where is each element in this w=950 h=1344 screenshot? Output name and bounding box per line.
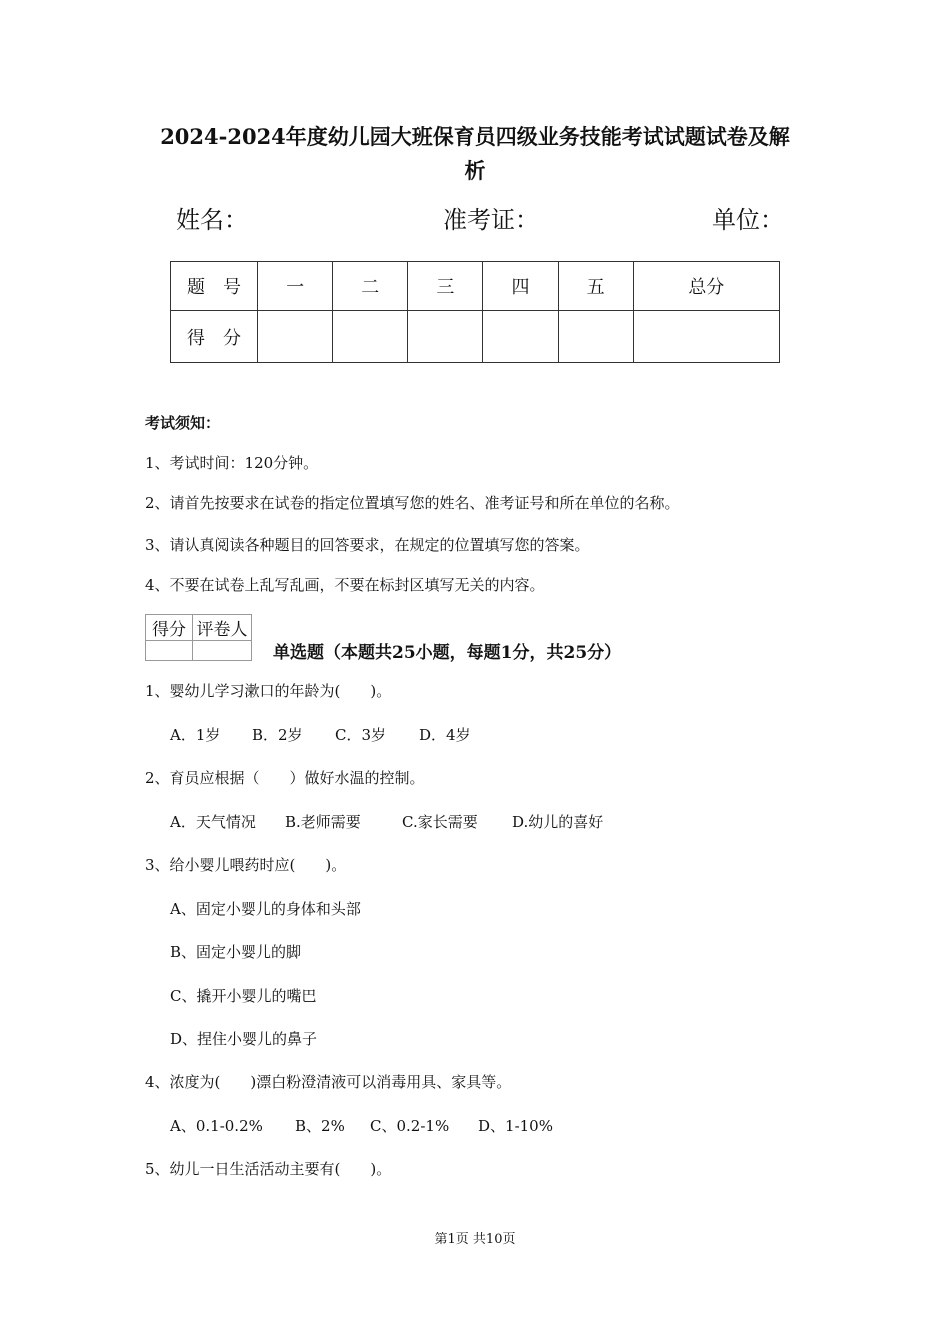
notice-item: 1、考试时间：120分钟。 — [145, 454, 319, 472]
score-table-header-cell: 二 — [333, 262, 408, 311]
question-options — [170, 811, 603, 832]
score-table — [170, 261, 780, 363]
notice-item: 3、请认真阅读各种题目的回答要求，在规定的位置填写您的答案。 — [145, 536, 590, 554]
score-table-header-cell: 一 — [258, 262, 333, 311]
score-cell — [333, 311, 408, 363]
option: C、撬开小婴儿的嘴巴 — [170, 987, 317, 1005]
exam-title — [140, 120, 810, 188]
score-table-score-row — [171, 311, 780, 363]
grader-score-label: 得分 — [146, 615, 193, 641]
option: D.幼儿的喜好 — [512, 813, 604, 831]
option: C.家长需要 — [402, 813, 478, 831]
exam-id-label: 准考证： — [443, 206, 539, 234]
exam-title-line1: 2024-2024年度幼儿园大班保育员四级业务技能考试试题试卷及解 — [160, 124, 790, 149]
score-row-label: 得 分 — [171, 311, 258, 363]
page-footer: 第1页 共10页 — [434, 1232, 516, 1247]
option: B、2% — [295, 1117, 345, 1135]
question-stem: 2、育员应根据（ ）做好水温的控制。 — [145, 769, 425, 787]
question-stem: 3、给小婴儿喂药时应( )。 — [145, 856, 347, 874]
unit-label: 单位： — [712, 206, 784, 234]
name-label: 姓名： — [176, 206, 248, 234]
question-stem: 4、浓度为( )漂白粉澄清液可以消毒用具、家具等。 — [145, 1073, 512, 1091]
option: B、固定小婴儿的脚 — [170, 943, 302, 961]
notice-item: 2、请首先按要求在试卷的指定位置填写您的姓名、准考证号和所在单位的名称。 — [145, 494, 680, 512]
candidate-info-row — [0, 200, 950, 240]
notice-title: 考试须知： — [145, 414, 221, 432]
option: A、固定小婴儿的身体和头部 — [170, 900, 361, 918]
option: B．2岁 — [252, 726, 303, 744]
option: D．4岁 — [419, 726, 471, 744]
question-stem: 5、幼儿一日生活活动主要有( )。 — [145, 1160, 392, 1178]
score-table-header-cell: 题 号 — [171, 262, 258, 311]
grader-reviewer-cell — [193, 641, 252, 661]
score-table-header-cell: 四 — [483, 262, 558, 311]
question-options — [170, 724, 471, 745]
option: D、捏住小婴儿的鼻子 — [170, 1030, 318, 1048]
score-table-header-cell: 三 — [408, 262, 483, 311]
option: A．1岁 — [170, 726, 221, 744]
option: B.老师需要 — [285, 813, 361, 831]
section-title: 单选题（本题共25小题，每题1分，共25分） — [273, 643, 622, 663]
option: A．天气情况 — [170, 813, 256, 831]
score-table-header-row — [171, 262, 780, 311]
option: C．3岁 — [335, 726, 387, 744]
score-cell — [558, 311, 633, 363]
option: D、1-10% — [478, 1117, 553, 1135]
question-stem: 1、婴幼儿学习漱口的年龄为( )。 — [145, 682, 392, 700]
score-cell — [633, 311, 779, 363]
score-table-header-cell: 总分 — [633, 262, 779, 311]
notice-item: 4、不要在试卷上乱写乱画，不要在标封区填写无关的内容。 — [145, 576, 545, 594]
exam-title-line2: 析 — [464, 158, 486, 183]
score-table-header-cell: 五 — [558, 262, 633, 311]
score-cell — [408, 311, 483, 363]
score-cell — [258, 311, 333, 363]
option: C、0.2-1% — [370, 1117, 450, 1135]
grader-box — [145, 614, 252, 661]
grader-score-cell — [146, 641, 193, 661]
grader-reviewer-label: 评卷人 — [193, 615, 252, 641]
question-options — [170, 1115, 553, 1136]
option: A、0.1-0.2% — [170, 1117, 263, 1135]
score-cell — [483, 311, 558, 363]
